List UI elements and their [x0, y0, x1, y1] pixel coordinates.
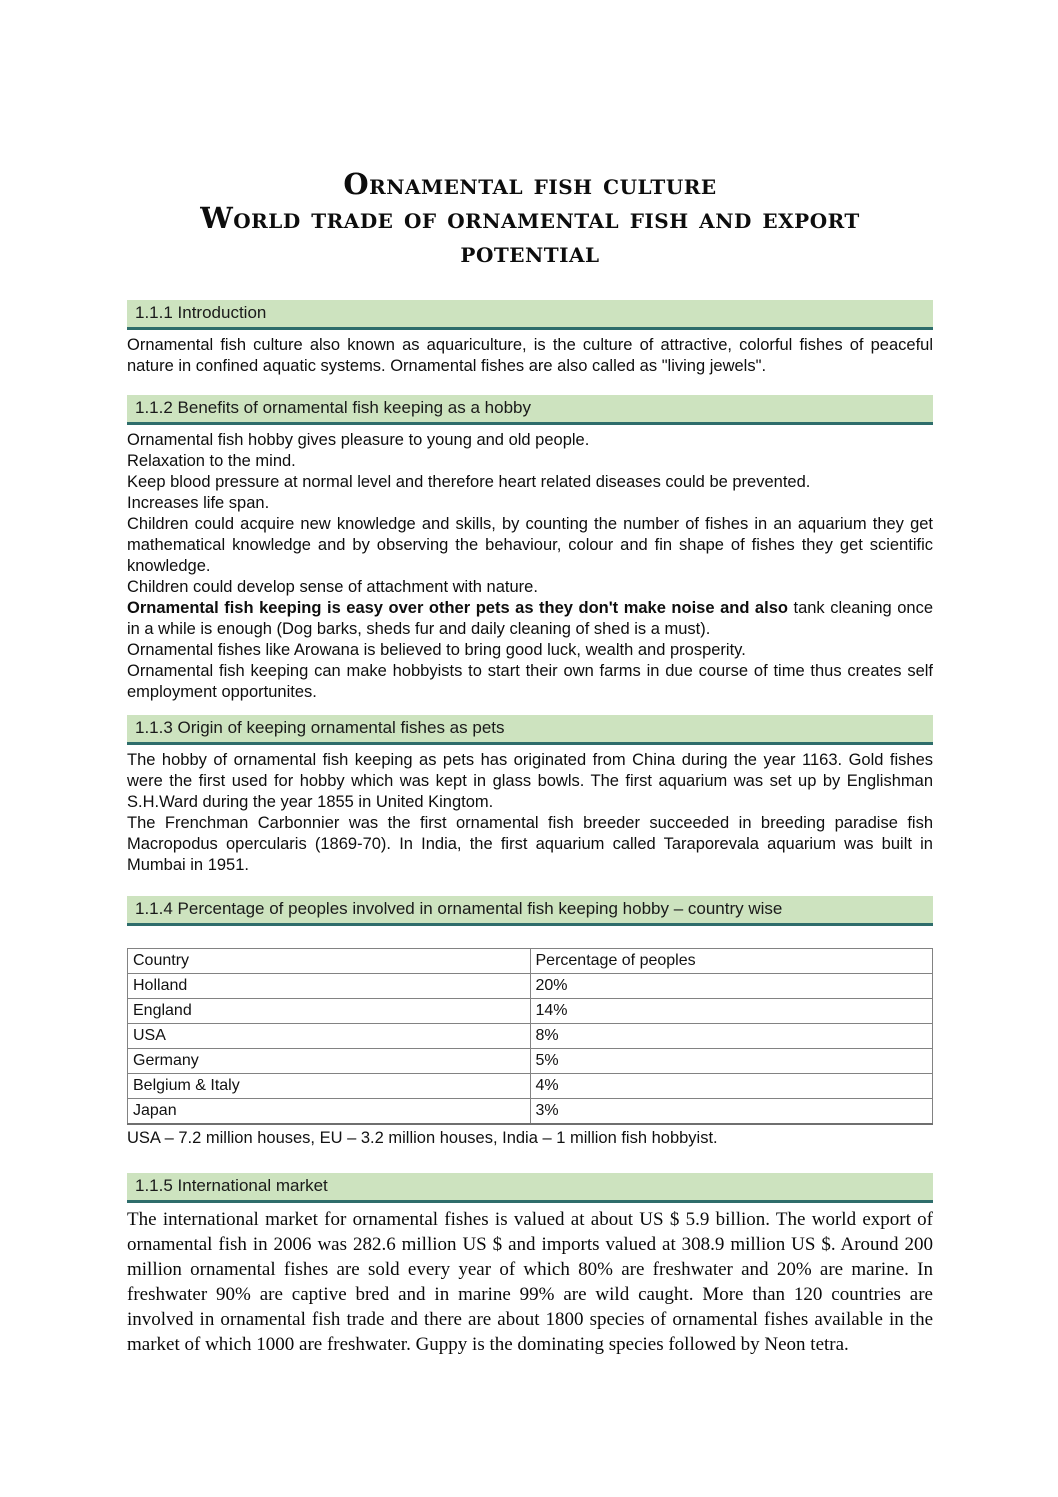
table-cell-country: England [128, 999, 531, 1024]
paragraph [127, 598, 933, 640]
document-content [127, 0, 933, 1357]
table-cell-percentage: 3% [530, 1099, 933, 1125]
paragraph: The Frenchman Carbonnier was the first ornamental fish breeder succeeded in breeding paradise fish Macropodus opercularis (1869-70). In India, the first aquarium called Taraporevala aquarium was built in Mumbai in 1951. [127, 814, 933, 874]
table-header-country: Country [128, 949, 531, 974]
table-footnote: USA – 7.2 million houses, EU – 3.2 million houses, India – 1 million fish hobbyist. [127, 1129, 718, 1147]
section-heading-1-1-2: 1.1.2 Benefits of ornamental fish keeping as a hobby [127, 395, 933, 425]
table-cell-percentage: 20% [530, 974, 933, 999]
table-cell-country: USA [128, 1024, 531, 1049]
table-cell-country: Germany [128, 1049, 531, 1074]
section-body-1-1-5 [127, 1207, 933, 1357]
paragraph: Ornamental fish hobby gives pleasure to young and old people. [127, 431, 590, 449]
paragraph: The hobby of ornamental fish keeping as pets has originated from China during the year 1163. Gold fishes were the first used for hobby which was kept in glass bowls. The first aquarium was set up by Englishman S.H.Ward during the year 1855 in United Kingtom. [127, 751, 933, 811]
paragraph: Ornamental fish keeping can make hobbyists to start their own farms in due course of time thus creates self employment opportunites. [127, 662, 933, 701]
table-cell-percentage: 14% [530, 999, 933, 1024]
regular-text: tank cleaning once in a while is enough (Dog barks, sheds fur and daily cleaning of shed is a must). [127, 599, 933, 638]
bold-text: Ornamental fish keeping is easy over other pets as they don't make noise and also [127, 599, 788, 617]
document-title-line-1: Ornamental fish culture [343, 167, 717, 201]
section-body-1-1-3 [127, 750, 933, 876]
paragraph: Relaxation to the mind. [127, 452, 296, 470]
table-row [128, 1099, 933, 1125]
paragraph: The international market for ornamental fishes is valued at about US $ 5.9 billion. The world export of ornamental fish in 2006 was 282.6 million US $ and imports valued at 308.9 million US $. Around 200 million ornamental fishes are sold every year of which 80% are freshwater and 20% are marine. In freshwater 90% are captive bred and in marine 99% are wild caught. More than 120 countries are involved in ornamental fish trade and there are about 1800 species of ornamental fishes available in the market of which 1000 are freshwater. Guppy is the dominating species followed by Neon tetra. [127, 1209, 933, 1355]
section-heading-1-1-1: 1.1.1 Introduction [127, 300, 933, 330]
table-row [128, 1049, 933, 1074]
table-cell-country: Japan [128, 1099, 531, 1125]
table-header-row [128, 949, 933, 974]
table-cell-percentage: 8% [530, 1024, 933, 1049]
table-row [128, 974, 933, 999]
paragraph: Keep blood pressure at normal level and therefore heart related diseases could be prevented. [127, 473, 811, 491]
table-cell-percentage: 5% [530, 1049, 933, 1074]
section-heading-1-1-4: 1.1.4 Percentage of peoples involved in ornamental fish keeping hobby – country wise [127, 896, 933, 926]
paragraph: Ornamental fishes like Arowana is believed to bring good luck, wealth and prosperity. [127, 641, 746, 659]
document-title-line-2: World trade of ornamental fish and export [200, 201, 860, 235]
country-percentage-table [127, 948, 933, 1125]
table-row [128, 1074, 933, 1099]
document-title-line-3: potential [460, 235, 600, 269]
paragraph: Children could develop sense of attachment with nature. [127, 578, 538, 596]
table-cell-country: Holland [128, 974, 531, 999]
paragraph: Increases life span. [127, 494, 270, 512]
table-header-percentage: Percentage of peoples [530, 949, 933, 974]
table-row [128, 1024, 933, 1049]
paragraph: Ornamental fish culture also known as aquariculture, is the culture of attractive, colorful fishes of peaceful nature in confined aquatic systems. Ornamental fishes are also called as "living jewels". [127, 336, 933, 375]
table-row [128, 999, 933, 1024]
section-heading-1-1-5: 1.1.5 International market [127, 1173, 933, 1203]
table-cell-country: Belgium & Italy [128, 1074, 531, 1099]
document-title [127, 167, 933, 269]
paragraph: Children could acquire new knowledge and skills, by counting the number of fishes in an aquarium they get mathematical knowledge and by observing the behaviour, colour and fin shape of fishes they get scientific knowledge. [127, 515, 933, 575]
table-cell-percentage: 4% [530, 1074, 933, 1099]
section-body-1-1-2 [127, 430, 933, 703]
section-body-1-1-1 [127, 335, 933, 377]
section-heading-1-1-3: 1.1.3 Origin of keeping ornamental fishes as pets [127, 715, 933, 745]
